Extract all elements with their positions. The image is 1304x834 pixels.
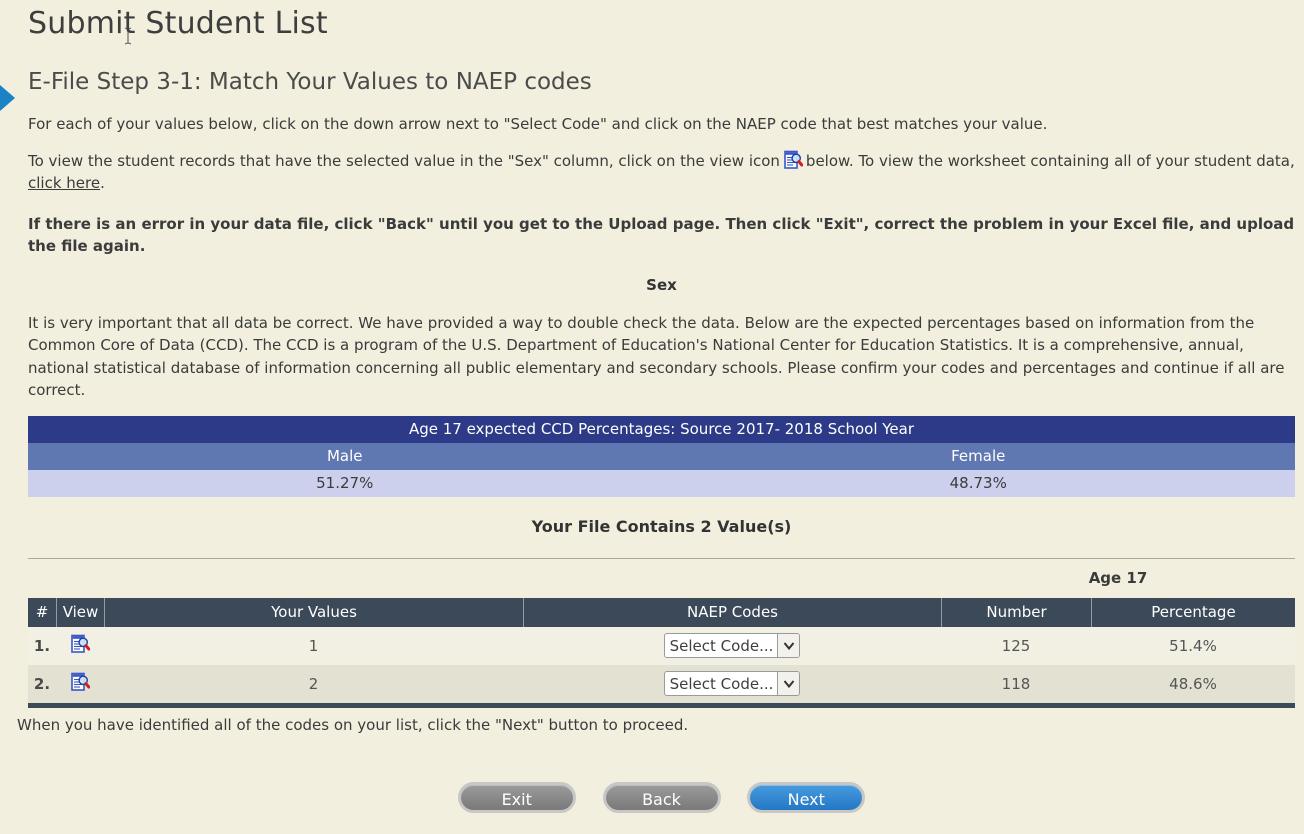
values-table-bottom-bar xyxy=(28,703,1295,708)
ccd-table-values-row xyxy=(28,470,1295,497)
naep-code-select[interactable] xyxy=(664,671,801,696)
para2-text-after: below. To view the worksheet containing all of your student data, xyxy=(805,151,1295,170)
row-1-number: 125 xyxy=(1001,636,1031,655)
ccd-header-male: Male xyxy=(326,446,363,465)
chevron-down-icon[interactable] xyxy=(777,634,799,657)
naep-code-select-value: Select Code... xyxy=(669,637,774,655)
ccd-header-female: Female xyxy=(951,446,1006,465)
row-1-view-cell xyxy=(56,634,104,658)
row-2-your-value: 2 xyxy=(308,674,319,693)
row-1-naep-code-cell xyxy=(523,633,941,658)
instruction-paragraph-2 xyxy=(28,150,1295,195)
row-2-view-cell xyxy=(56,672,104,696)
step-heading: E-File Step 3-1: Match Your Values to NAEP codes xyxy=(28,69,592,95)
column-header-your-values: Your Values xyxy=(104,598,523,627)
next-button[interactable]: Next xyxy=(747,782,865,813)
row-1-percentage: 51.4% xyxy=(1169,636,1217,655)
row-2-number: 118 xyxy=(1001,674,1031,693)
column-header-number: Number xyxy=(941,598,1091,627)
exit-button[interactable]: Exit xyxy=(458,782,576,813)
instruction-paragraph-1: For each of your values below, click on the down arrow next to "Select Code" and click on the NAEP code that best matches your value. xyxy=(28,115,1048,133)
chevron-down-icon[interactable] xyxy=(777,672,799,695)
row-2-percentage: 48.6% xyxy=(1169,674,1217,693)
row-2-naep-code-cell xyxy=(523,671,941,696)
naep-code-select-value: Select Code... xyxy=(669,675,774,693)
row-2-index: 2. xyxy=(33,674,51,693)
column-header-number-sign: # xyxy=(35,602,49,621)
para2-text-before: To view the student records that have the selected value in the "Sex" column, click on the view icon xyxy=(28,151,780,170)
button-row xyxy=(28,782,1295,813)
age-group-header: Age 17 xyxy=(1088,568,1148,587)
column-header-view: View xyxy=(56,598,104,627)
error-warning-text: If there is an error in your data file, click "Back" until you get to the Upload page. Then click "Exit", correct the problem in your Excel file, and upload the file again. xyxy=(28,214,1295,255)
table-row-2 xyxy=(28,665,1295,703)
row-1-your-value: 1 xyxy=(308,636,319,655)
ccd-table-title: Age 17 expected CCD Percentages: Source 2017- 2018 School Year xyxy=(28,416,1295,443)
table-row-1 xyxy=(28,627,1295,665)
values-table xyxy=(28,558,1295,708)
view-icon[interactable] xyxy=(70,634,90,654)
naep-code-select[interactable] xyxy=(664,633,801,658)
view-icon[interactable] xyxy=(70,672,90,692)
file-contains-label: Your File Contains 2 Value(s) xyxy=(531,516,792,536)
ccd-table-header-row xyxy=(28,443,1295,470)
ccd-value-female: 48.73% xyxy=(949,473,1007,492)
click-here-link[interactable]: click here xyxy=(28,174,101,192)
column-header-naep-codes: NAEP Codes xyxy=(523,598,941,627)
ccd-value-male: 51.27% xyxy=(316,473,374,492)
column-header-percentage: Percentage xyxy=(1091,598,1295,627)
ccd-explanation-paragraph: It is very important that all data be correct. We have provided a way to double check the data. Below are the expected percentages based on information from the Common Core of Data (CCD). The CCD is a program of the U.S. Department of Education's National Center for Education Statistics. It is a comprehensive, annual, national statistical database of information concerning all public elementary and secondary schools. Please confirm your codes and percentages and continue if all are correct. xyxy=(28,313,1285,399)
para2-period: . xyxy=(100,174,105,192)
age-group-header-row xyxy=(28,558,1295,598)
ccd-percentages-table xyxy=(28,416,1295,497)
row-1-index: 1. xyxy=(33,636,51,655)
back-button[interactable]: Back xyxy=(603,782,721,813)
values-table-header-row xyxy=(28,598,1295,627)
footer-instruction: When you have identified all of the codes on your list, click the "Next" button to proceed. xyxy=(17,715,689,734)
page-title: Submit Student List xyxy=(28,6,328,41)
view-icon xyxy=(783,150,803,170)
section-label-sex: Sex xyxy=(646,275,677,294)
